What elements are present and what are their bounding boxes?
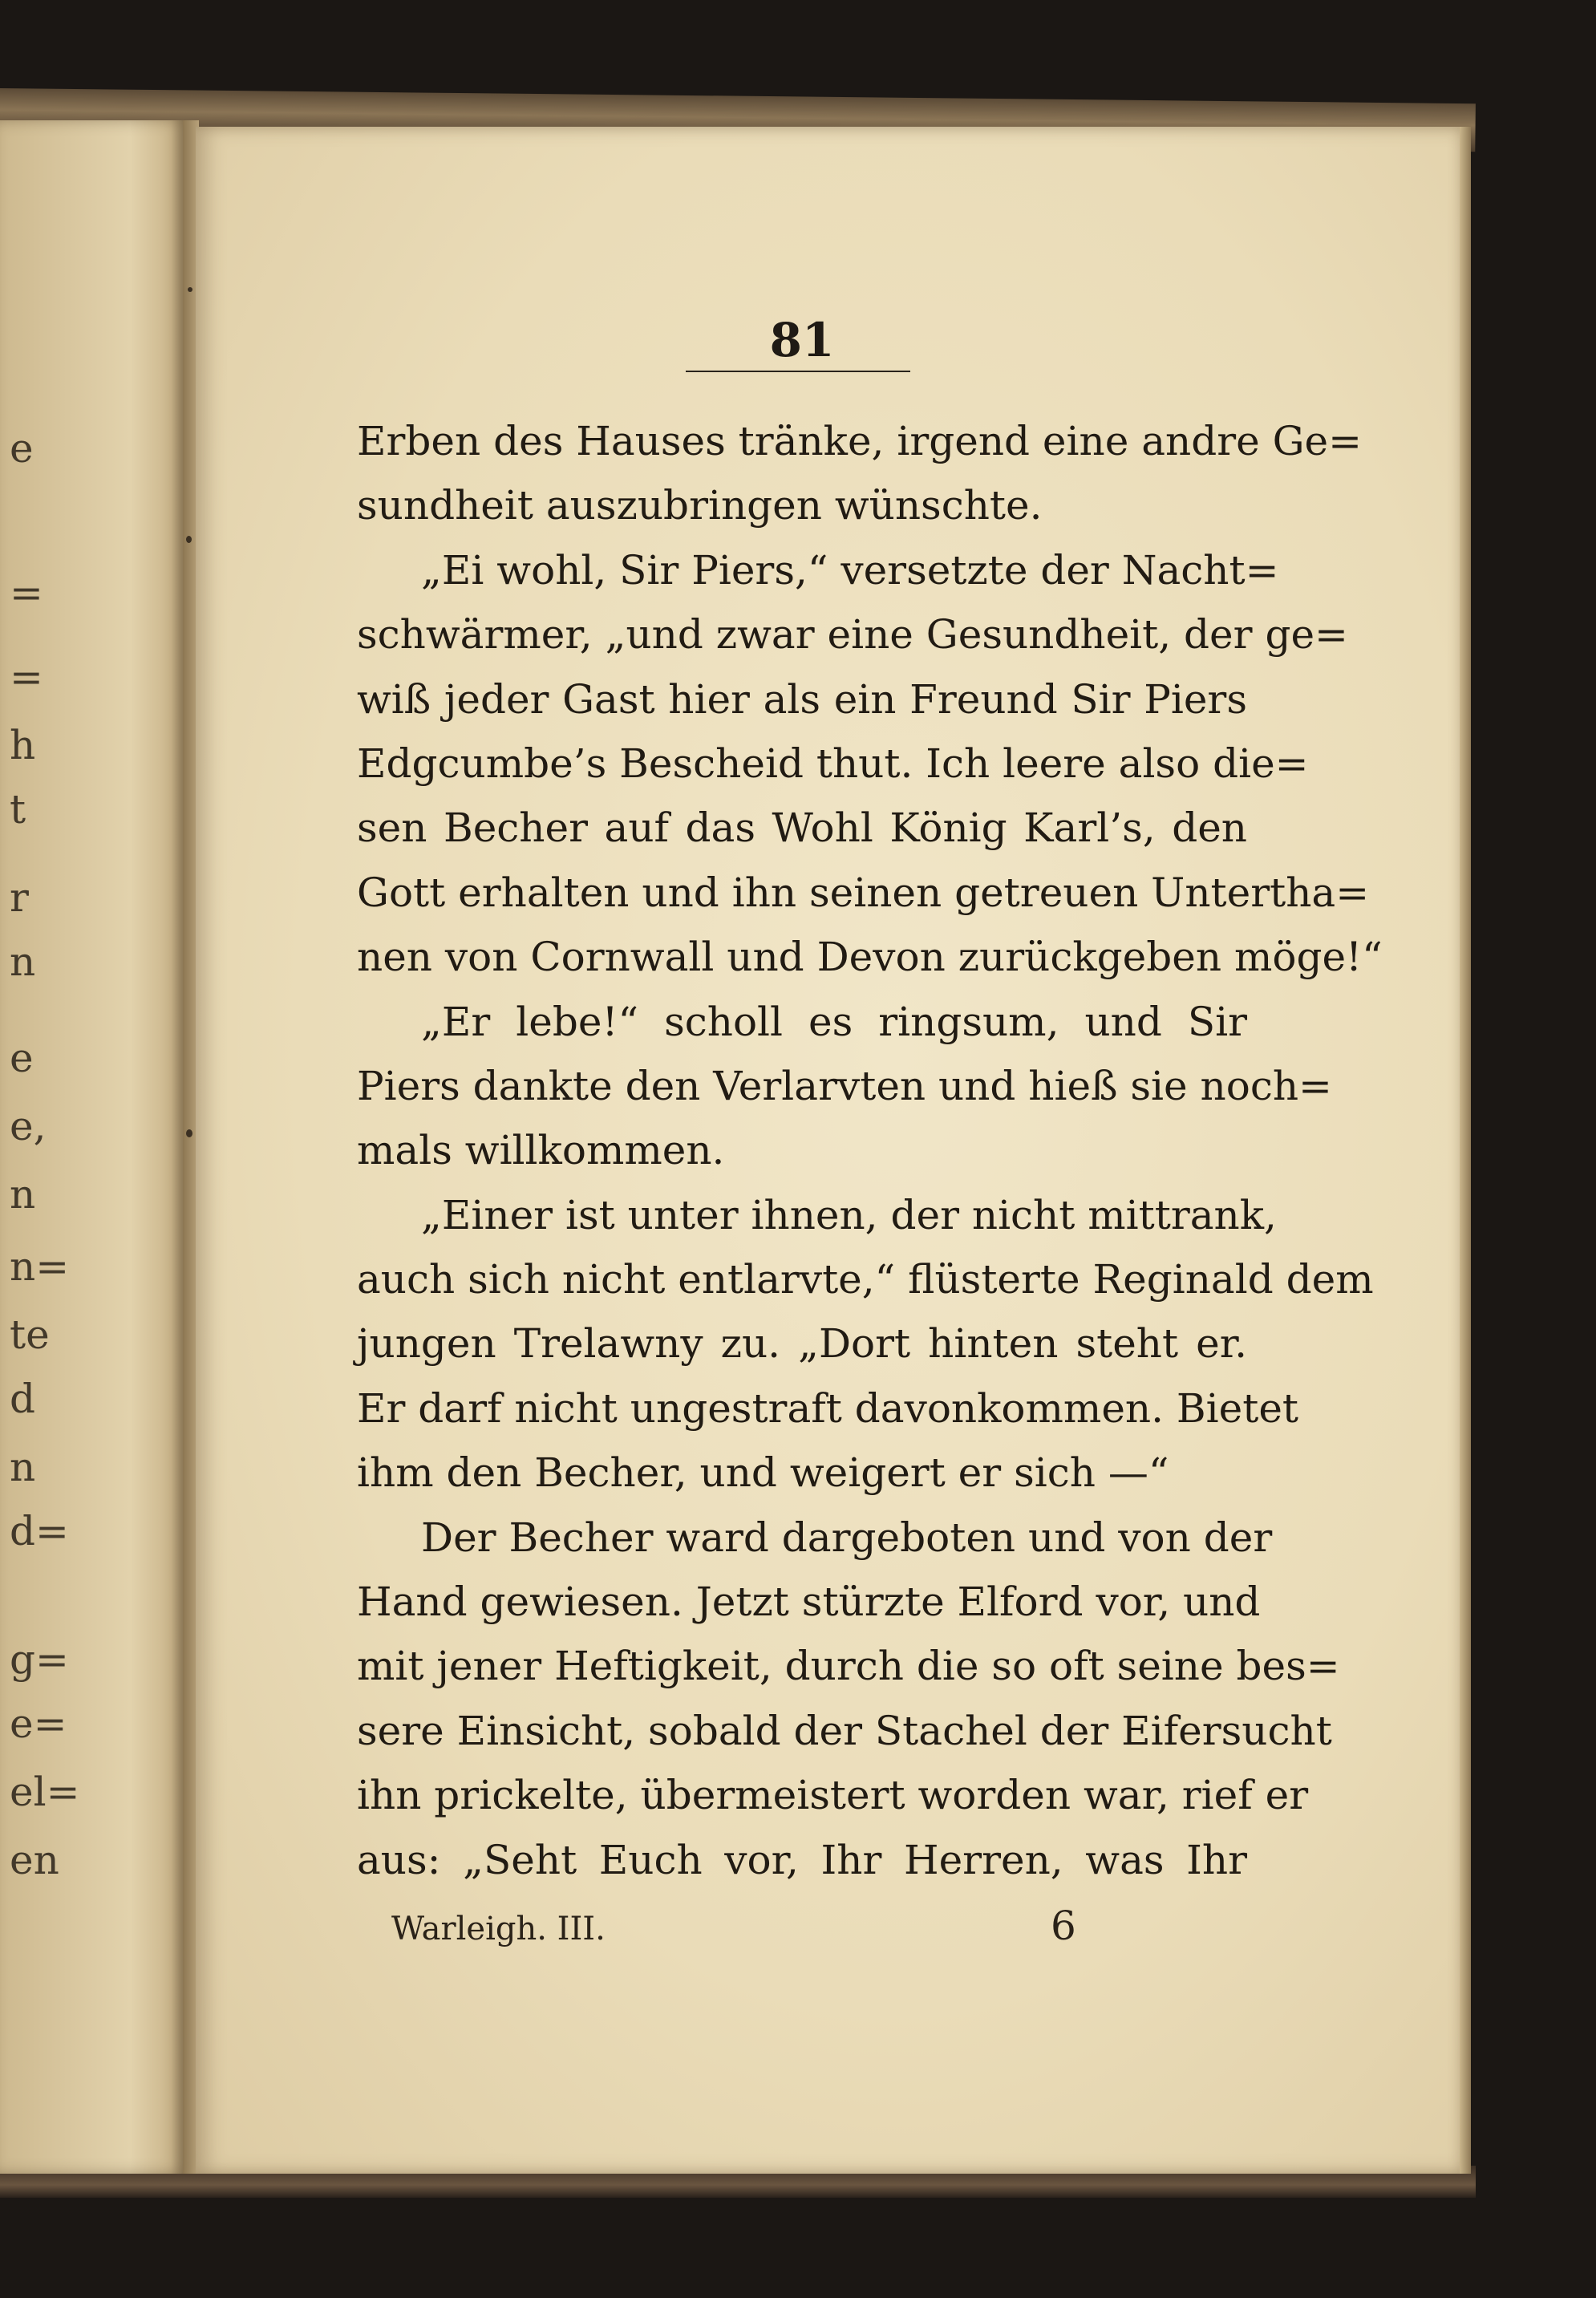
signature-number: 6 xyxy=(1051,1903,1076,1949)
text-line: Der Becher ward dargeboten und von der xyxy=(421,1514,1273,1561)
text-line: mals willkommen. xyxy=(357,1127,725,1174)
left-page-fragment: en xyxy=(10,1837,59,1883)
text-line: nen von Cornwall und Devon zurückgeben möge!“ xyxy=(357,934,1383,981)
page-edge xyxy=(1460,127,1471,2174)
signature-mark: Warleigh. III. xyxy=(391,1911,606,1947)
text-line: mit jener Heftigkeit, durch die so oft seine bes= xyxy=(357,1643,1340,1690)
left-page-fragment: = xyxy=(10,654,43,700)
page-number: 81 xyxy=(769,313,835,367)
left-page-fragment: r xyxy=(10,874,29,921)
text-line: „Er lebe!“ scholl es ringsum, und Sir xyxy=(421,998,1247,1045)
left-page-fragment: e= xyxy=(10,1700,67,1747)
left-page xyxy=(0,120,186,2174)
text-line: „Einer ist unter ihnen, der nicht mittrank, xyxy=(421,1191,1277,1238)
left-page-fragment: el= xyxy=(10,1769,80,1815)
ink-speck xyxy=(186,536,192,543)
text-line: Erben des Hauses tränke, irgend eine andre Ge= xyxy=(357,418,1363,464)
left-page-fragment: n xyxy=(10,938,36,985)
text-line: jungen Trelawny zu. „Dort hinten steht er. xyxy=(357,1320,1247,1368)
body-text xyxy=(357,409,1383,1892)
text-line: schwärmer, „und zwar eine Gesundheit, der ge= xyxy=(357,611,1348,659)
ink-speck xyxy=(186,1129,192,1137)
text-line: sere Einsicht, sobald der Stachel der Eifersucht xyxy=(357,1707,1332,1754)
text-line: „Ei wohl, Sir Piers,“ versetzte der Nacht= xyxy=(421,546,1279,594)
text-line: Edgcumbe’s Bescheid thut. Ich leere also die= xyxy=(357,740,1309,787)
text-line: auch sich nicht entlarvte,“ flüsterte Reginald dem xyxy=(357,1256,1374,1303)
left-page-fragment: e xyxy=(10,1035,34,1081)
left-page-fragment: n xyxy=(10,1444,36,1490)
text-line: Hand gewiesen. Jetzt stürzte Elford vor, und xyxy=(357,1579,1261,1626)
text-line: Piers dankte den Verlarvten und hieß sie noch= xyxy=(357,1062,1332,1109)
header-rule xyxy=(686,371,910,372)
text-line: Gott erhalten und ihn seinen getreuen Untertha= xyxy=(357,869,1370,916)
text-line: sen Becher auf das Wohl König Karl’s, den xyxy=(357,805,1247,852)
left-page-fragment: h xyxy=(10,722,36,768)
left-page-fragment: n= xyxy=(10,1243,70,1290)
left-page-fragment: d xyxy=(10,1376,36,1422)
ink-speck xyxy=(188,287,192,292)
text-line: sundheit auszubringen wünschte. xyxy=(357,482,1043,529)
left-page-fragment: d= xyxy=(10,1508,69,1554)
text-line: Er darf nicht ungestraft davonkommen. Bietet xyxy=(357,1384,1299,1432)
left-page-fragment: n xyxy=(10,1171,36,1218)
text-line: wiß jeder Gast hier als ein Freund Sir Piers xyxy=(357,675,1247,723)
left-page-fragment: = xyxy=(10,569,43,616)
text-line: aus: „Seht Euch vor, Ihr Herren, was Ihr xyxy=(357,1836,1247,1883)
text-line: ihn prickelte, übermeistert worden war, rief er xyxy=(357,1772,1309,1819)
left-page-fragment: g= xyxy=(10,1636,69,1683)
left-page-fragment: te xyxy=(10,1311,50,1358)
text-line: ihm den Becher, und weigert er sich —“ xyxy=(357,1449,1169,1497)
left-page-fragment: t xyxy=(10,786,26,833)
left-page-fragment: e, xyxy=(10,1103,47,1149)
left-page-fragment: e xyxy=(10,425,34,472)
